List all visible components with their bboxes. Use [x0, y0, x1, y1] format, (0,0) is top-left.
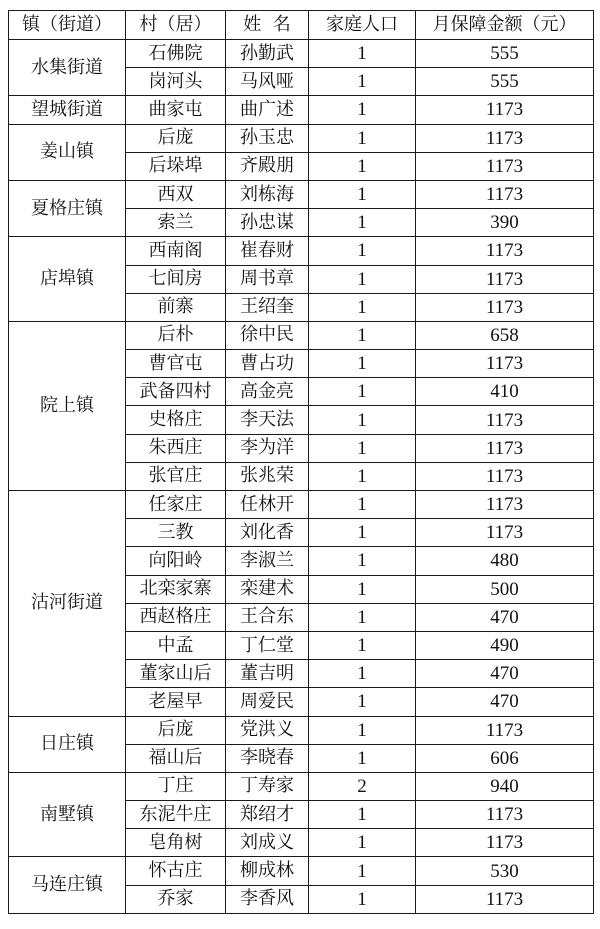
- cell-village: 石佛院: [126, 40, 226, 68]
- cell-name: 曲广述: [226, 96, 309, 124]
- cell-town: 马连庄镇: [9, 857, 126, 913]
- cell-village: 后垛埠: [126, 152, 226, 180]
- cell-family-size: 1: [309, 434, 416, 462]
- cell-village: 福山后: [126, 744, 226, 772]
- cell-village: 后朴: [126, 321, 226, 349]
- cell-name: 高金亮: [226, 378, 309, 406]
- cell-town: 院上镇: [9, 321, 126, 490]
- cell-name: 周书章: [226, 265, 309, 293]
- cell-monthly-amount: 530: [416, 857, 594, 885]
- cell-monthly-amount: 1173: [416, 829, 594, 857]
- cell-village: 向阳岭: [126, 547, 226, 575]
- cell-monthly-amount: 1173: [416, 801, 594, 829]
- cell-village: 曹官屯: [126, 350, 226, 378]
- cell-monthly-amount: 1173: [416, 152, 594, 180]
- cell-village: 怀古庄: [126, 857, 226, 885]
- cell-family-size: 1: [309, 68, 416, 96]
- cell-name: 李淑兰: [226, 547, 309, 575]
- cell-village: 前寨: [126, 293, 226, 321]
- cell-name: 丁寿家: [226, 772, 309, 800]
- cell-name: 刘化香: [226, 519, 309, 547]
- cell-name: 李香风: [226, 885, 309, 913]
- cell-village: 西双: [126, 180, 226, 208]
- cell-name: 柳成林: [226, 857, 309, 885]
- cell-village: 西南阁: [126, 237, 226, 265]
- cell-name: 曹占功: [226, 350, 309, 378]
- cell-monthly-amount: 470: [416, 688, 594, 716]
- cell-family-size: 1: [309, 180, 416, 208]
- cell-monthly-amount: 658: [416, 321, 594, 349]
- cell-family-size: 1: [309, 744, 416, 772]
- cell-town: 姜山镇: [9, 124, 126, 180]
- cell-family-size: 1: [309, 237, 416, 265]
- cell-family-size: 1: [309, 378, 416, 406]
- cell-village: 岗河头: [126, 68, 226, 96]
- cell-monthly-amount: 940: [416, 772, 594, 800]
- cell-name: 孙勤武: [226, 40, 309, 68]
- cell-village: 北栾家寨: [126, 575, 226, 603]
- cell-village: 后庞: [126, 124, 226, 152]
- cell-monthly-amount: 480: [416, 547, 594, 575]
- cell-village: 东泥牛庄: [126, 801, 226, 829]
- cell-family-size: 2: [309, 772, 416, 800]
- cell-name: 李晓春: [226, 744, 309, 772]
- cell-village: 武备四村: [126, 378, 226, 406]
- cell-name: 党洪义: [226, 716, 309, 744]
- cell-family-size: 1: [309, 293, 416, 321]
- cell-name: 李为洋: [226, 434, 309, 462]
- cell-town: 望城街道: [9, 96, 126, 124]
- cell-village: 张官庄: [126, 462, 226, 490]
- cell-monthly-amount: 1173: [416, 434, 594, 462]
- cell-monthly-amount: 1173: [416, 885, 594, 913]
- cell-family-size: 1: [309, 885, 416, 913]
- cell-village: 后庞: [126, 716, 226, 744]
- table-row: [9, 857, 594, 885]
- table-row: [9, 180, 594, 208]
- cell-monthly-amount: 1173: [416, 350, 594, 378]
- cell-monthly-amount: 1173: [416, 406, 594, 434]
- cell-family-size: 1: [309, 152, 416, 180]
- cell-family-size: 1: [309, 519, 416, 547]
- table-row: [9, 237, 594, 265]
- cell-town: 沽河街道: [9, 491, 126, 717]
- cell-village: 朱西庄: [126, 434, 226, 462]
- table-row: [9, 716, 594, 744]
- cell-name: 刘栋海: [226, 180, 309, 208]
- header-village: 村（居）: [126, 11, 226, 40]
- cell-village: 老屋早: [126, 688, 226, 716]
- cell-village: 任家庄: [126, 491, 226, 519]
- cell-village: 曲家屯: [126, 96, 226, 124]
- cell-monthly-amount: 555: [416, 68, 594, 96]
- cell-family-size: 1: [309, 40, 416, 68]
- cell-name: 徐中民: [226, 321, 309, 349]
- cell-monthly-amount: 500: [416, 575, 594, 603]
- cell-name: 丁仁堂: [226, 631, 309, 659]
- cell-name: 孙玉忠: [226, 124, 309, 152]
- table-row: [9, 491, 594, 519]
- header-name: 姓 名: [226, 11, 309, 40]
- cell-name: 李天法: [226, 406, 309, 434]
- cell-family-size: 1: [309, 321, 416, 349]
- table-row: [9, 40, 594, 68]
- cell-monthly-amount: 410: [416, 378, 594, 406]
- cell-family-size: 1: [309, 350, 416, 378]
- cell-family-size: 1: [309, 547, 416, 575]
- cell-village: 董家山后: [126, 660, 226, 688]
- cell-family-size: 1: [309, 829, 416, 857]
- cell-name: 崔春财: [226, 237, 309, 265]
- cell-village: 中孟: [126, 631, 226, 659]
- cell-monthly-amount: 470: [416, 660, 594, 688]
- cell-town: 水集街道: [9, 40, 126, 96]
- cell-monthly-amount: 1173: [416, 124, 594, 152]
- cell-monthly-amount: 470: [416, 603, 594, 631]
- cell-name: 张兆荣: [226, 462, 309, 490]
- cell-family-size: 1: [309, 688, 416, 716]
- cell-monthly-amount: 555: [416, 40, 594, 68]
- cell-name: 董吉明: [226, 660, 309, 688]
- cell-family-size: 1: [309, 857, 416, 885]
- cell-monthly-amount: 390: [416, 209, 594, 237]
- cell-name: 郑绍才: [226, 801, 309, 829]
- table-row: [9, 321, 594, 349]
- cell-name: 周爱民: [226, 688, 309, 716]
- cell-village: 皂角树: [126, 829, 226, 857]
- cell-family-size: 1: [309, 124, 416, 152]
- cell-family-size: 1: [309, 462, 416, 490]
- table-body: [9, 40, 594, 914]
- cell-monthly-amount: 1173: [416, 716, 594, 744]
- cell-village: 索兰: [126, 209, 226, 237]
- cell-town: 南墅镇: [9, 772, 126, 857]
- table-row: [9, 772, 594, 800]
- table-row: [9, 96, 594, 124]
- cell-name: 王合东: [226, 603, 309, 631]
- cell-monthly-amount: 1173: [416, 293, 594, 321]
- header-row: [9, 11, 594, 40]
- subsidy-table: [8, 10, 594, 914]
- cell-monthly-amount: 1173: [416, 491, 594, 519]
- cell-village: 乔家: [126, 885, 226, 913]
- cell-monthly-amount: 606: [416, 744, 594, 772]
- header-family-size: 家庭人口: [309, 11, 416, 40]
- cell-family-size: 1: [309, 631, 416, 659]
- cell-village: 七间房: [126, 265, 226, 293]
- cell-monthly-amount: 1173: [416, 96, 594, 124]
- cell-monthly-amount: 490: [416, 631, 594, 659]
- cell-name: 齐殿朋: [226, 152, 309, 180]
- cell-family-size: 1: [309, 491, 416, 519]
- cell-family-size: 1: [309, 716, 416, 744]
- cell-village: 丁庄: [126, 772, 226, 800]
- cell-monthly-amount: 1173: [416, 265, 594, 293]
- cell-monthly-amount: 1173: [416, 519, 594, 547]
- cell-family-size: 1: [309, 575, 416, 603]
- cell-monthly-amount: 1173: [416, 237, 594, 265]
- cell-town: 日庄镇: [9, 716, 126, 772]
- cell-family-size: 1: [309, 406, 416, 434]
- cell-name: 刘成义: [226, 829, 309, 857]
- cell-village: 三教: [126, 519, 226, 547]
- cell-name: 任林开: [226, 491, 309, 519]
- cell-name: 马风哑: [226, 68, 309, 96]
- cell-family-size: 1: [309, 265, 416, 293]
- cell-family-size: 1: [309, 801, 416, 829]
- cell-monthly-amount: 1173: [416, 462, 594, 490]
- cell-family-size: 1: [309, 209, 416, 237]
- cell-monthly-amount: 1173: [416, 180, 594, 208]
- cell-family-size: 1: [309, 660, 416, 688]
- cell-town: 夏格庄镇: [9, 180, 126, 236]
- cell-town: 店埠镇: [9, 237, 126, 322]
- cell-family-size: 1: [309, 96, 416, 124]
- cell-name: 孙忠谋: [226, 209, 309, 237]
- cell-family-size: 1: [309, 603, 416, 631]
- cell-name: 王绍奎: [226, 293, 309, 321]
- header-town: 镇（街道）: [9, 11, 126, 40]
- cell-name: 栾建术: [226, 575, 309, 603]
- cell-village: 史格庄: [126, 406, 226, 434]
- cell-village: 西赵格庄: [126, 603, 226, 631]
- table-row: [9, 124, 594, 152]
- header-monthly-amount: 月保障金额（元）: [416, 11, 594, 40]
